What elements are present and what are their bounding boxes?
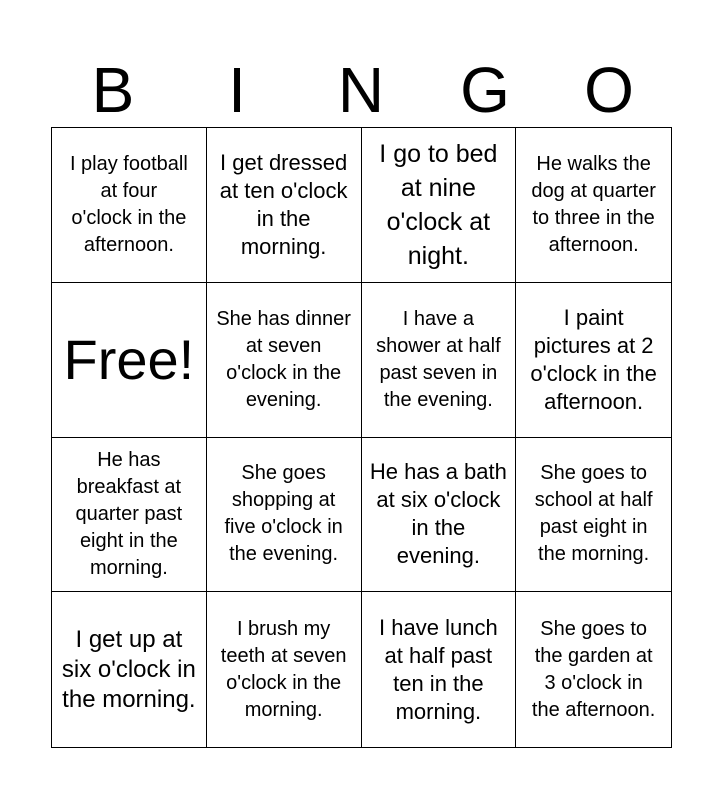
bingo-cell-text: I paint pictures at 2 o'clock in the afternoon. bbox=[530, 304, 657, 414]
bingo-cell-text: I have lunch at half past ten in the morning. bbox=[379, 614, 498, 724]
bingo-cell-6[interactable] bbox=[207, 283, 362, 438]
bingo-cell-15[interactable] bbox=[362, 592, 517, 747]
header-letter-n: N bbox=[337, 54, 385, 126]
bingo-header bbox=[51, 52, 671, 128]
bingo-cell-text: I get dressed at ten o'clock in the morning. bbox=[219, 149, 348, 259]
header-letter-i: I bbox=[228, 54, 246, 126]
bingo-cell-text: She goes to the garden at 3 o'clock in the afternoon. bbox=[531, 617, 656, 721]
bingo-cell-12[interactable] bbox=[516, 438, 671, 593]
bingo-cell-11[interactable] bbox=[362, 438, 517, 593]
bingo-board bbox=[51, 127, 672, 748]
bingo-cell-16[interactable] bbox=[516, 592, 671, 747]
bingo-cell-text: I have a shower at half past seven in the evening. bbox=[376, 307, 501, 411]
bingo-cell-7[interactable] bbox=[362, 283, 517, 438]
header-letter-b: B bbox=[91, 54, 135, 126]
bingo-cell-13[interactable] bbox=[52, 592, 207, 747]
bingo-cell-text: I get up at six o'clock in the morning. bbox=[61, 625, 196, 713]
bingo-cell-1[interactable] bbox=[52, 128, 207, 283]
bingo-cell-text: He has breakfast at quarter past eight in the morning. bbox=[75, 448, 183, 579]
bingo-cell-text: She goes shopping at five o'clock in the evening. bbox=[224, 462, 343, 566]
bingo-cell-text: He walks the dog at quarter to three in the afternoon. bbox=[531, 152, 656, 256]
bingo-cell-free[interactable] bbox=[52, 283, 207, 438]
bingo-cell-4[interactable] bbox=[516, 128, 671, 283]
header-letter-g: G bbox=[460, 54, 510, 126]
bingo-cell-14[interactable] bbox=[207, 592, 362, 747]
bingo-cell-text: He has a bath at six o'clock in the evening. bbox=[369, 459, 507, 569]
bingo-cell-text: She has dinner at seven o'clock in the evening. bbox=[216, 307, 351, 411]
free-space-label: Free! bbox=[63, 327, 195, 391]
bingo-cell-text: I brush my teeth at seven o'clock in the morning. bbox=[220, 617, 347, 721]
bingo-cell-text: She goes to school at half past eight in the morning. bbox=[534, 462, 653, 566]
bingo-cell-3[interactable] bbox=[362, 128, 517, 283]
bingo-cell-text: I go to bed at nine o'clock at night. bbox=[379, 139, 498, 270]
bingo-cell-8[interactable] bbox=[516, 283, 671, 438]
bingo-cell-10[interactable] bbox=[207, 438, 362, 593]
bingo-cell-9[interactable] bbox=[52, 438, 207, 593]
bingo-cell-text: I play football at four o'clock in the afternoon. bbox=[69, 152, 188, 256]
bingo-cell-2[interactable] bbox=[207, 128, 362, 283]
header-letter-o: O bbox=[584, 54, 634, 126]
